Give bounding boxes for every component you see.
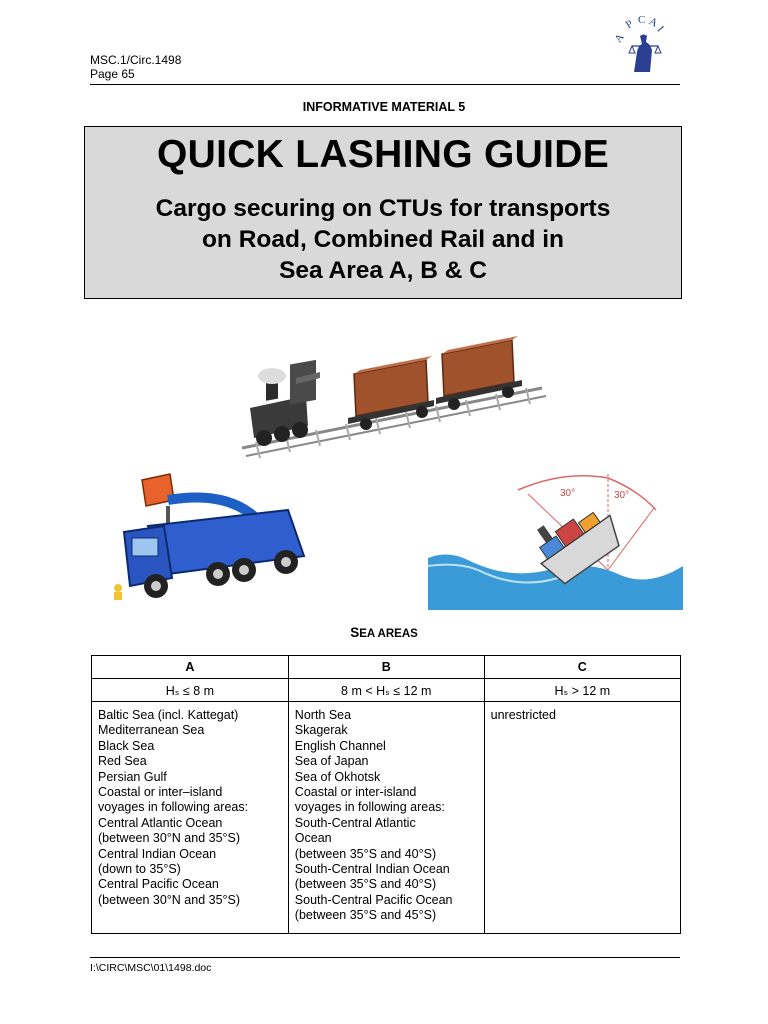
areas-cell-c — [484, 702, 680, 934]
areas-row — [92, 702, 681, 934]
area-item: Baltic Sea (incl. Kattegat) — [98, 708, 239, 722]
area-item: Sea of Japan — [294, 754, 369, 769]
wave-height-a: Hₛ ≤ 8 m — [92, 679, 289, 702]
footer-file-path: I:\CIRC\MSC\01\1498.doc — [90, 962, 212, 974]
logo-letter-i: I — [654, 23, 667, 35]
area-item: North Sea — [294, 708, 352, 722]
wave-height-c: Hₛ > 12 m — [484, 679, 680, 702]
area-item: Coastal or inter–island — [98, 785, 223, 800]
logo-letter-p: P — [623, 17, 636, 32]
header-rule — [90, 84, 680, 85]
area-item: Red Sea — [98, 754, 147, 769]
area-item: (between 35°S and 45°S) — [294, 908, 437, 923]
area-item: Mediterranean Sea — [98, 723, 205, 738]
areas-cell-b — [288, 702, 484, 934]
areas-cell-a — [92, 702, 289, 934]
area-item: Sea of Okhotsk — [294, 769, 381, 784]
area-item: unrestricted — [490, 708, 556, 722]
logo-letter-a2: A — [647, 15, 660, 30]
page-number: Page 65 — [90, 67, 135, 81]
area-item: South-Central Indian Ocean — [294, 862, 450, 877]
column-header-c: C — [484, 656, 680, 679]
train-illustration — [236, 330, 556, 480]
column-header-b: B — [288, 656, 484, 679]
area-item: (between 30°N and 35°S) — [98, 831, 241, 846]
footer-rule — [90, 957, 680, 958]
document-reference: MSC.1/Circ.1498 — [90, 53, 182, 67]
area-item: English Channel — [294, 738, 386, 753]
title-box — [84, 126, 682, 299]
subtitle-line-2: on Road, Combined Rail and in — [201, 226, 565, 253]
area-item: Persian Gulf — [98, 769, 167, 784]
area-item: Central Indian Ocean — [98, 846, 217, 861]
area-item: voyages in following areas: — [98, 800, 249, 815]
subtitle-line-3: Sea Area A, B & C — [279, 257, 487, 284]
guide-title: QUICK LASHING GUIDE — [156, 133, 610, 176]
area-item: (between 35°S and 40°S) — [294, 846, 437, 861]
area-item: Ocean — [294, 831, 332, 846]
logo-letter-a1: A — [612, 31, 627, 45]
sea-areas-heading-initial: S — [350, 625, 360, 640]
area-item: Black Sea — [98, 738, 155, 753]
table-header-row — [92, 656, 681, 679]
sea-areas-table — [91, 655, 681, 934]
area-item: (between 30°N and 35°S) — [98, 892, 241, 907]
area-item: Coastal or inter-island — [294, 785, 417, 800]
area-item: Central Pacific Ocean — [98, 877, 219, 892]
area-item: Central Atlantic Ocean — [98, 815, 223, 830]
column-header-a: A — [92, 656, 289, 679]
guide-subtitle — [85, 193, 681, 286]
area-item: (between 35°S and 40°S) — [294, 877, 437, 892]
area-item: (down to 35°S) — [98, 862, 181, 877]
sea-areas-heading — [0, 625, 768, 640]
area-item: South-Central Atlantic — [294, 815, 416, 830]
angle-label-right: 30° — [614, 490, 630, 501]
area-item: Skagerak — [294, 723, 348, 738]
angle-label-left: 30° — [560, 488, 576, 499]
wave-height-b: 8 m < Hₛ ≤ 12 m — [288, 679, 484, 702]
sea-areas-heading-rest: EA AREAS — [359, 628, 418, 640]
apcai-logo — [612, 14, 674, 76]
area-item: South-Central Pacific Ocean — [294, 892, 453, 907]
logo-letter-c: C — [638, 14, 646, 26]
wave-height-row — [92, 679, 681, 702]
ship-illustration — [428, 470, 683, 610]
area-item: voyages in following areas: — [294, 800, 445, 815]
subtitle-line-1: Cargo securing on CTUs for transports — [155, 195, 611, 222]
informative-material-heading: INFORMATIVE MATERIAL 5 — [302, 100, 466, 114]
truck-illustration — [108, 470, 318, 610]
